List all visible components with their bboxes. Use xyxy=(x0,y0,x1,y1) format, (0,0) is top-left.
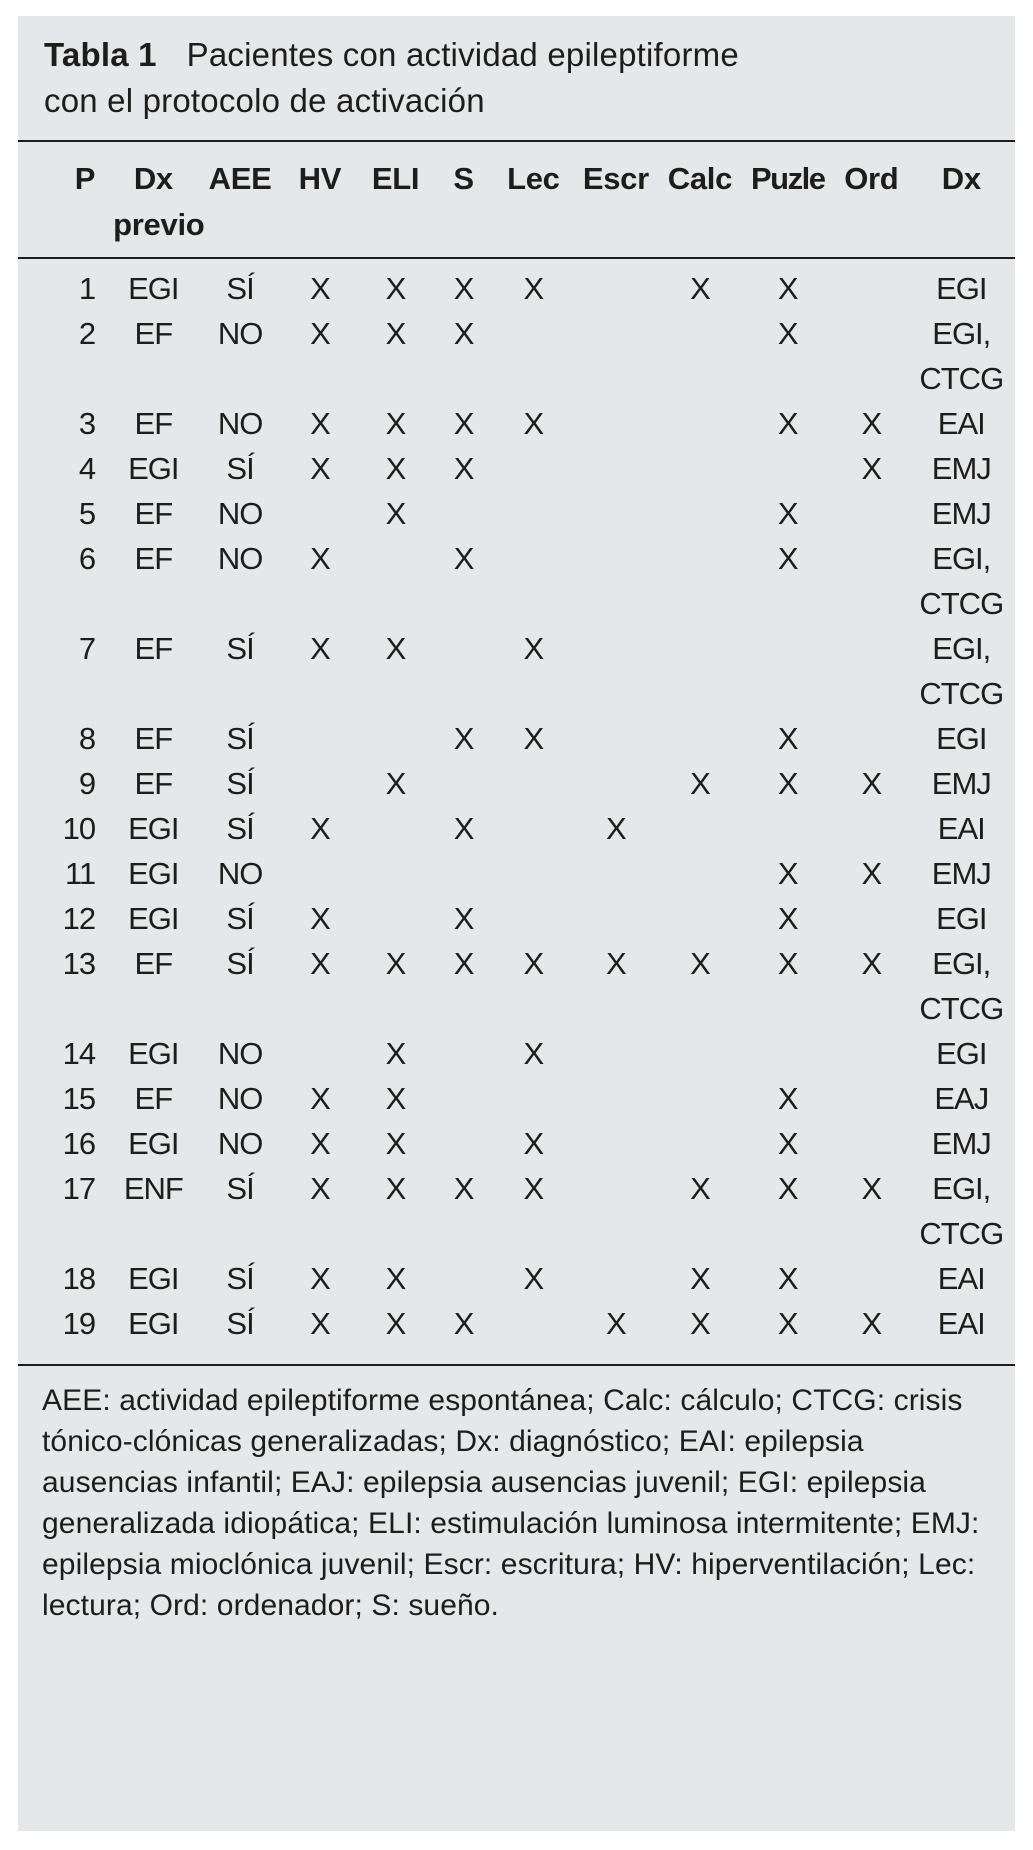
cell-col-puzle xyxy=(741,446,834,491)
cell-col-dx-previo: EF xyxy=(134,1081,173,1116)
cell-col-p: 10 xyxy=(62,811,96,846)
cell-col-puzle: X xyxy=(777,856,798,891)
cell-col-puzle: X xyxy=(777,541,798,576)
cell-col-p: 19 xyxy=(62,1306,96,1341)
cell-col-s xyxy=(434,1121,494,1166)
cell-col-hv: X xyxy=(310,406,330,441)
table-row xyxy=(24,806,1014,851)
cell-col-dx-previo: EF xyxy=(134,496,173,531)
table-row xyxy=(24,536,1014,626)
cell-col-eli: X xyxy=(385,496,406,531)
cell-col-s: X xyxy=(453,721,474,756)
cell-col-ord xyxy=(834,716,909,761)
cell-col-lec: X xyxy=(523,946,544,981)
cell-col-s: X xyxy=(453,946,474,981)
cell-col-ord: X xyxy=(861,1171,882,1206)
cell-col-escr xyxy=(573,1121,658,1166)
cell-col-s: X xyxy=(453,901,474,936)
cell-col-aee: NO xyxy=(217,406,263,441)
cell-col-escr xyxy=(573,311,658,401)
table-row xyxy=(24,716,1014,761)
cell-col-s: X xyxy=(453,451,474,486)
cell-col-calc: X xyxy=(690,766,710,801)
cell-col-dx: EGI, CTCG xyxy=(919,541,1004,621)
cell-col-hv: X xyxy=(310,1261,330,1296)
table-row xyxy=(24,1076,1014,1121)
cell-col-calc: X xyxy=(690,1261,710,1296)
cell-col-calc xyxy=(658,1121,741,1166)
cell-col-dx: EGI xyxy=(936,901,987,936)
cell-col-s xyxy=(434,1031,494,1076)
table-row xyxy=(24,311,1014,401)
cell-col-s: X xyxy=(453,271,474,306)
cell-col-s: X xyxy=(453,811,474,846)
cell-col-s: X xyxy=(453,1306,474,1341)
cell-col-p: 15 xyxy=(62,1081,96,1116)
cell-col-aee: SÍ xyxy=(226,721,254,756)
cell-col-hv xyxy=(283,761,358,806)
cell-col-escr xyxy=(573,1256,658,1301)
cell-col-eli xyxy=(357,716,434,761)
cell-col-dx: EAI xyxy=(937,811,985,846)
cell-col-aee: NO xyxy=(217,1036,263,1071)
cell-col-calc xyxy=(658,1031,741,1076)
cell-col-puzle xyxy=(741,626,834,716)
cell-col-dx: EMJ xyxy=(931,766,991,801)
cell-col-lec: X xyxy=(523,1171,544,1206)
cell-col-aee: NO xyxy=(217,1126,263,1161)
cell-col-ord: X xyxy=(861,451,882,486)
patients-table xyxy=(24,156,1014,1346)
cell-col-puzle: X xyxy=(777,1261,798,1296)
cell-col-dx: EAJ xyxy=(934,1081,989,1116)
cell-col-ord xyxy=(834,1031,909,1076)
cell-col-eli: X xyxy=(385,1081,406,1116)
cell-col-s xyxy=(434,626,494,716)
cell-col-eli: X xyxy=(385,406,406,441)
cell-col-dx: EGI, CTCG xyxy=(919,631,1004,711)
cell-col-hv xyxy=(283,851,358,896)
cell-col-ord xyxy=(834,491,909,536)
cell-col-eli: X xyxy=(385,1171,406,1206)
cell-col-lec: X xyxy=(523,271,544,306)
table-panel xyxy=(18,16,1015,1831)
cell-col-lec xyxy=(493,761,573,806)
header-col-escr: Escr xyxy=(582,161,649,196)
cell-col-eli xyxy=(357,851,434,896)
cell-col-dx: EGI, CTCG xyxy=(919,1171,1004,1251)
cell-col-calc: X xyxy=(690,271,710,306)
cell-col-p: 8 xyxy=(78,721,96,756)
cell-col-aee: NO xyxy=(217,1081,263,1116)
cell-col-lec: X xyxy=(523,1036,544,1071)
cell-col-calc xyxy=(658,896,741,941)
table-row xyxy=(24,851,1014,896)
cell-col-lec xyxy=(493,446,573,491)
cell-col-hv xyxy=(283,491,358,536)
cell-col-ord xyxy=(834,806,909,851)
cell-col-puzle: X xyxy=(777,901,798,936)
table-row xyxy=(24,401,1014,446)
cell-col-hv: X xyxy=(310,631,330,666)
cell-col-calc: X xyxy=(690,1171,710,1206)
header-col-puzle: Puzle xyxy=(751,161,825,196)
cell-col-s xyxy=(434,851,494,896)
cell-col-calc xyxy=(658,401,741,446)
cell-col-escr xyxy=(573,626,658,716)
cell-col-aee: SÍ xyxy=(226,1306,254,1341)
cell-col-dx: EMJ xyxy=(931,1126,991,1161)
cell-col-dx: EGI xyxy=(936,1036,987,1071)
cell-col-eli: X xyxy=(385,766,406,801)
cell-col-dx: EMJ xyxy=(931,496,991,531)
body-top-spacer xyxy=(24,256,1014,266)
header-col-dx: Dx xyxy=(941,161,981,196)
cell-col-eli: X xyxy=(385,1036,406,1071)
cell-col-escr xyxy=(573,536,658,626)
cell-col-p: 12 xyxy=(62,901,96,936)
cell-col-puzle: X xyxy=(777,406,798,441)
header-col-s: S xyxy=(453,161,474,196)
table-row xyxy=(24,491,1014,536)
table-footnote: AEE: actividad epileptiforme espontánea; Calc: cálculo; CTCG: crisis tónico-clónicas generalizadas; Dx: diagnóstico; EAI: epilepsia ausencias infantil; EAJ: epilepsia ausencias juvenil; EGI: epilepsia generalizada idiopática; ELI: estimulación luminosa intermitente; EMJ: epilepsia mioclónica juvenil; Escr: escritura; HV: hiperventilación; Lec: lectura; Ord: ordenador; S: sueño. xyxy=(42,1384,980,1622)
cell-col-lec xyxy=(493,536,573,626)
cell-col-escr: X xyxy=(605,1306,626,1341)
cell-col-eli: X xyxy=(385,631,406,666)
cell-col-lec xyxy=(493,491,573,536)
bottom-rule xyxy=(18,1364,1015,1366)
cell-col-escr: X xyxy=(605,811,626,846)
table-label: Tabla 1 xyxy=(44,36,157,73)
cell-col-ord xyxy=(834,536,909,626)
cell-col-eli: X xyxy=(385,271,406,306)
cell-col-calc xyxy=(658,1076,741,1121)
cell-col-s: X xyxy=(453,1171,474,1206)
cell-col-lec xyxy=(493,311,573,401)
header-col-hv: HV xyxy=(298,161,342,196)
cell-col-aee: NO xyxy=(217,316,263,351)
table-row xyxy=(24,626,1014,716)
cell-col-puzle: X xyxy=(777,1081,798,1116)
cell-col-eli xyxy=(357,806,434,851)
header-col-dx-previo: Dx previo xyxy=(113,161,205,242)
cell-col-hv: X xyxy=(310,901,330,936)
cell-col-escr xyxy=(573,1076,658,1121)
cell-col-p: 3 xyxy=(78,406,96,441)
cell-col-dx-previo: EF xyxy=(134,316,173,351)
cell-col-dx-previo: EGI xyxy=(128,1306,179,1341)
table-row xyxy=(24,266,1014,311)
cell-col-dx: EMJ xyxy=(931,451,991,486)
table-row xyxy=(24,941,1014,1031)
cell-col-escr xyxy=(573,896,658,941)
cell-col-lec: X xyxy=(523,721,544,756)
cell-col-p: 2 xyxy=(78,316,96,351)
header-col-calc: Calc xyxy=(667,161,733,196)
cell-col-hv: X xyxy=(310,316,330,351)
cell-col-ord xyxy=(834,1121,909,1166)
cell-col-eli: X xyxy=(385,1306,406,1341)
cell-col-dx-previo: EGI xyxy=(128,1126,179,1161)
cell-col-calc xyxy=(658,311,741,401)
top-rule xyxy=(18,140,1015,142)
cell-col-lec xyxy=(493,1301,573,1346)
cell-col-hv xyxy=(283,1031,358,1076)
cell-col-p: 14 xyxy=(62,1036,96,1071)
cell-col-dx-previo: EGI xyxy=(128,271,179,306)
cell-col-dx: EAI xyxy=(937,406,985,441)
cell-col-eli xyxy=(357,896,434,941)
cell-col-puzle xyxy=(741,1031,834,1076)
table-row xyxy=(24,1031,1014,1076)
cell-col-escr: X xyxy=(605,946,626,981)
cell-col-hv: X xyxy=(310,1081,330,1116)
cell-col-p: 16 xyxy=(62,1126,96,1161)
cell-col-p: 4 xyxy=(78,451,96,486)
cell-col-ord: X xyxy=(861,1306,882,1341)
cell-col-dx: EGI, CTCG xyxy=(919,316,1004,396)
cell-col-escr xyxy=(573,1166,658,1256)
cell-col-ord: X xyxy=(861,406,882,441)
header-col-ord: Ord xyxy=(844,161,899,196)
header-col-aee: AEE xyxy=(208,161,272,196)
cell-col-aee: NO xyxy=(217,496,263,531)
cell-col-lec: X xyxy=(523,1126,544,1161)
cell-col-p: 5 xyxy=(78,496,96,531)
table-row xyxy=(24,1256,1014,1301)
cell-col-dx: EMJ xyxy=(931,856,991,891)
cell-col-escr xyxy=(573,1031,658,1076)
cell-col-puzle xyxy=(741,806,834,851)
cell-col-aee: SÍ xyxy=(226,811,254,846)
cell-col-lec: X xyxy=(523,406,544,441)
cell-col-lec xyxy=(493,1076,573,1121)
header-row xyxy=(24,156,1014,256)
cell-col-aee: NO xyxy=(217,856,263,891)
cell-col-calc xyxy=(658,716,741,761)
cell-col-dx: EAI xyxy=(937,1261,985,1296)
table-row xyxy=(24,1301,1014,1346)
table-row xyxy=(24,1166,1014,1256)
cell-col-lec xyxy=(493,806,573,851)
cell-col-aee: SÍ xyxy=(226,901,254,936)
cell-col-aee: SÍ xyxy=(226,451,254,486)
cell-col-dx: EAI xyxy=(937,1306,985,1341)
cell-col-puzle: X xyxy=(777,1306,798,1341)
table-body xyxy=(24,256,1014,1346)
cell-col-hv: X xyxy=(310,451,330,486)
cell-col-puzle: X xyxy=(777,1126,798,1161)
cell-col-hv: X xyxy=(310,1306,330,1341)
cell-col-hv: X xyxy=(310,1171,330,1206)
cell-col-dx: EGI xyxy=(936,271,987,306)
table-row xyxy=(24,896,1014,941)
cell-col-aee: SÍ xyxy=(226,271,254,306)
header-col-eli: ELI xyxy=(371,161,420,196)
cell-col-aee: SÍ xyxy=(226,1171,254,1206)
cell-col-escr xyxy=(573,716,658,761)
cell-col-ord xyxy=(834,311,909,401)
cell-col-dx-previo: EF xyxy=(134,631,173,666)
cell-col-calc xyxy=(658,626,741,716)
cell-col-dx-previo: EGI xyxy=(128,856,179,891)
cell-col-eli: X xyxy=(385,1126,406,1161)
cell-col-ord xyxy=(834,1076,909,1121)
cell-col-dx: EGI xyxy=(936,721,987,756)
cell-col-calc: X xyxy=(690,1306,710,1341)
cell-col-p: 7 xyxy=(78,631,96,666)
cell-col-aee: SÍ xyxy=(226,1261,254,1296)
cell-col-dx-previo: EF xyxy=(134,721,173,756)
cell-col-s xyxy=(434,1076,494,1121)
cell-col-escr xyxy=(573,401,658,446)
cell-col-aee: SÍ xyxy=(226,631,254,666)
table-row xyxy=(24,1121,1014,1166)
header-col-p: P xyxy=(74,161,96,196)
cell-col-aee: NO xyxy=(217,541,263,576)
cell-col-escr xyxy=(573,491,658,536)
cell-col-p: 6 xyxy=(78,541,96,576)
cell-col-s xyxy=(434,761,494,806)
cell-col-calc xyxy=(658,536,741,626)
table-title-line2: con el protocolo de activación xyxy=(44,82,485,119)
cell-col-lec xyxy=(493,851,573,896)
table-row xyxy=(24,761,1014,806)
cell-col-eli: X xyxy=(385,946,406,981)
cell-col-escr xyxy=(573,851,658,896)
cell-col-p: 17 xyxy=(62,1171,96,1206)
table-title-line1: Pacientes con actividad epileptiforme xyxy=(186,36,739,73)
cell-col-dx-previo: EF xyxy=(134,541,173,576)
cell-col-dx-previo: EGI xyxy=(128,451,179,486)
cell-col-p: 18 xyxy=(62,1261,96,1296)
cell-col-eli: X xyxy=(385,451,406,486)
cell-col-puzle: X xyxy=(777,1171,798,1206)
cell-col-puzle: X xyxy=(777,271,798,306)
cell-col-puzle: X xyxy=(777,946,798,981)
cell-col-hv: X xyxy=(310,946,330,981)
cell-col-lec: X xyxy=(523,631,544,666)
cell-col-puzle: X xyxy=(777,766,798,801)
cell-col-eli: X xyxy=(385,1261,406,1296)
cell-col-escr xyxy=(573,761,658,806)
cell-col-ord xyxy=(834,626,909,716)
cell-col-p: 9 xyxy=(78,766,96,801)
cell-col-s xyxy=(434,1256,494,1301)
cell-col-escr xyxy=(573,266,658,311)
cell-col-dx-previo: EGI xyxy=(128,1036,179,1071)
cell-col-ord: X xyxy=(861,856,882,891)
cell-col-hv: X xyxy=(310,271,330,306)
cell-col-aee: SÍ xyxy=(226,946,254,981)
cell-col-dx-previo: EF xyxy=(134,766,173,801)
cell-col-calc xyxy=(658,851,741,896)
cell-col-hv: X xyxy=(310,811,330,846)
cell-col-dx: EGI, CTCG xyxy=(919,946,1004,1026)
cell-col-hv: X xyxy=(310,541,330,576)
cell-col-ord: X xyxy=(861,766,882,801)
cell-col-puzle: X xyxy=(777,316,798,351)
cell-col-dx-previo: EGI xyxy=(128,1261,179,1296)
cell-col-lec: X xyxy=(523,1261,544,1296)
cell-col-eli: X xyxy=(385,316,406,351)
cell-col-escr xyxy=(573,446,658,491)
cell-col-calc xyxy=(658,806,741,851)
table-caption xyxy=(44,32,984,124)
cell-col-aee: SÍ xyxy=(226,766,254,801)
cell-col-hv xyxy=(283,716,358,761)
cell-col-calc xyxy=(658,446,741,491)
cell-col-dx-previo: EF xyxy=(134,406,173,441)
cell-col-s: X xyxy=(453,316,474,351)
cell-col-p: 13 xyxy=(62,946,96,981)
cell-col-p: 1 xyxy=(78,271,96,306)
cell-col-ord xyxy=(834,1256,909,1301)
header-col-lec: Lec xyxy=(507,161,560,196)
cell-col-puzle: X xyxy=(777,496,798,531)
cell-col-s xyxy=(434,491,494,536)
cell-col-dx-previo: EF xyxy=(134,946,173,981)
cell-col-ord xyxy=(834,896,909,941)
cell-col-p: 11 xyxy=(64,856,96,891)
cell-col-lec xyxy=(493,896,573,941)
table-row xyxy=(24,446,1014,491)
cell-col-calc xyxy=(658,491,741,536)
cell-col-puzle: X xyxy=(777,721,798,756)
cell-col-dx-previo: EGI xyxy=(128,811,179,846)
cell-col-s: X xyxy=(453,406,474,441)
cell-col-ord xyxy=(834,266,909,311)
cell-col-calc: X xyxy=(690,946,710,981)
cell-col-hv: X xyxy=(310,1126,330,1161)
cell-col-s: X xyxy=(453,541,474,576)
cell-col-dx-previo: EGI xyxy=(128,901,179,936)
cell-col-eli xyxy=(357,536,434,626)
cell-col-dx-previo: ENF xyxy=(123,1171,183,1206)
cell-col-ord: X xyxy=(861,946,882,981)
